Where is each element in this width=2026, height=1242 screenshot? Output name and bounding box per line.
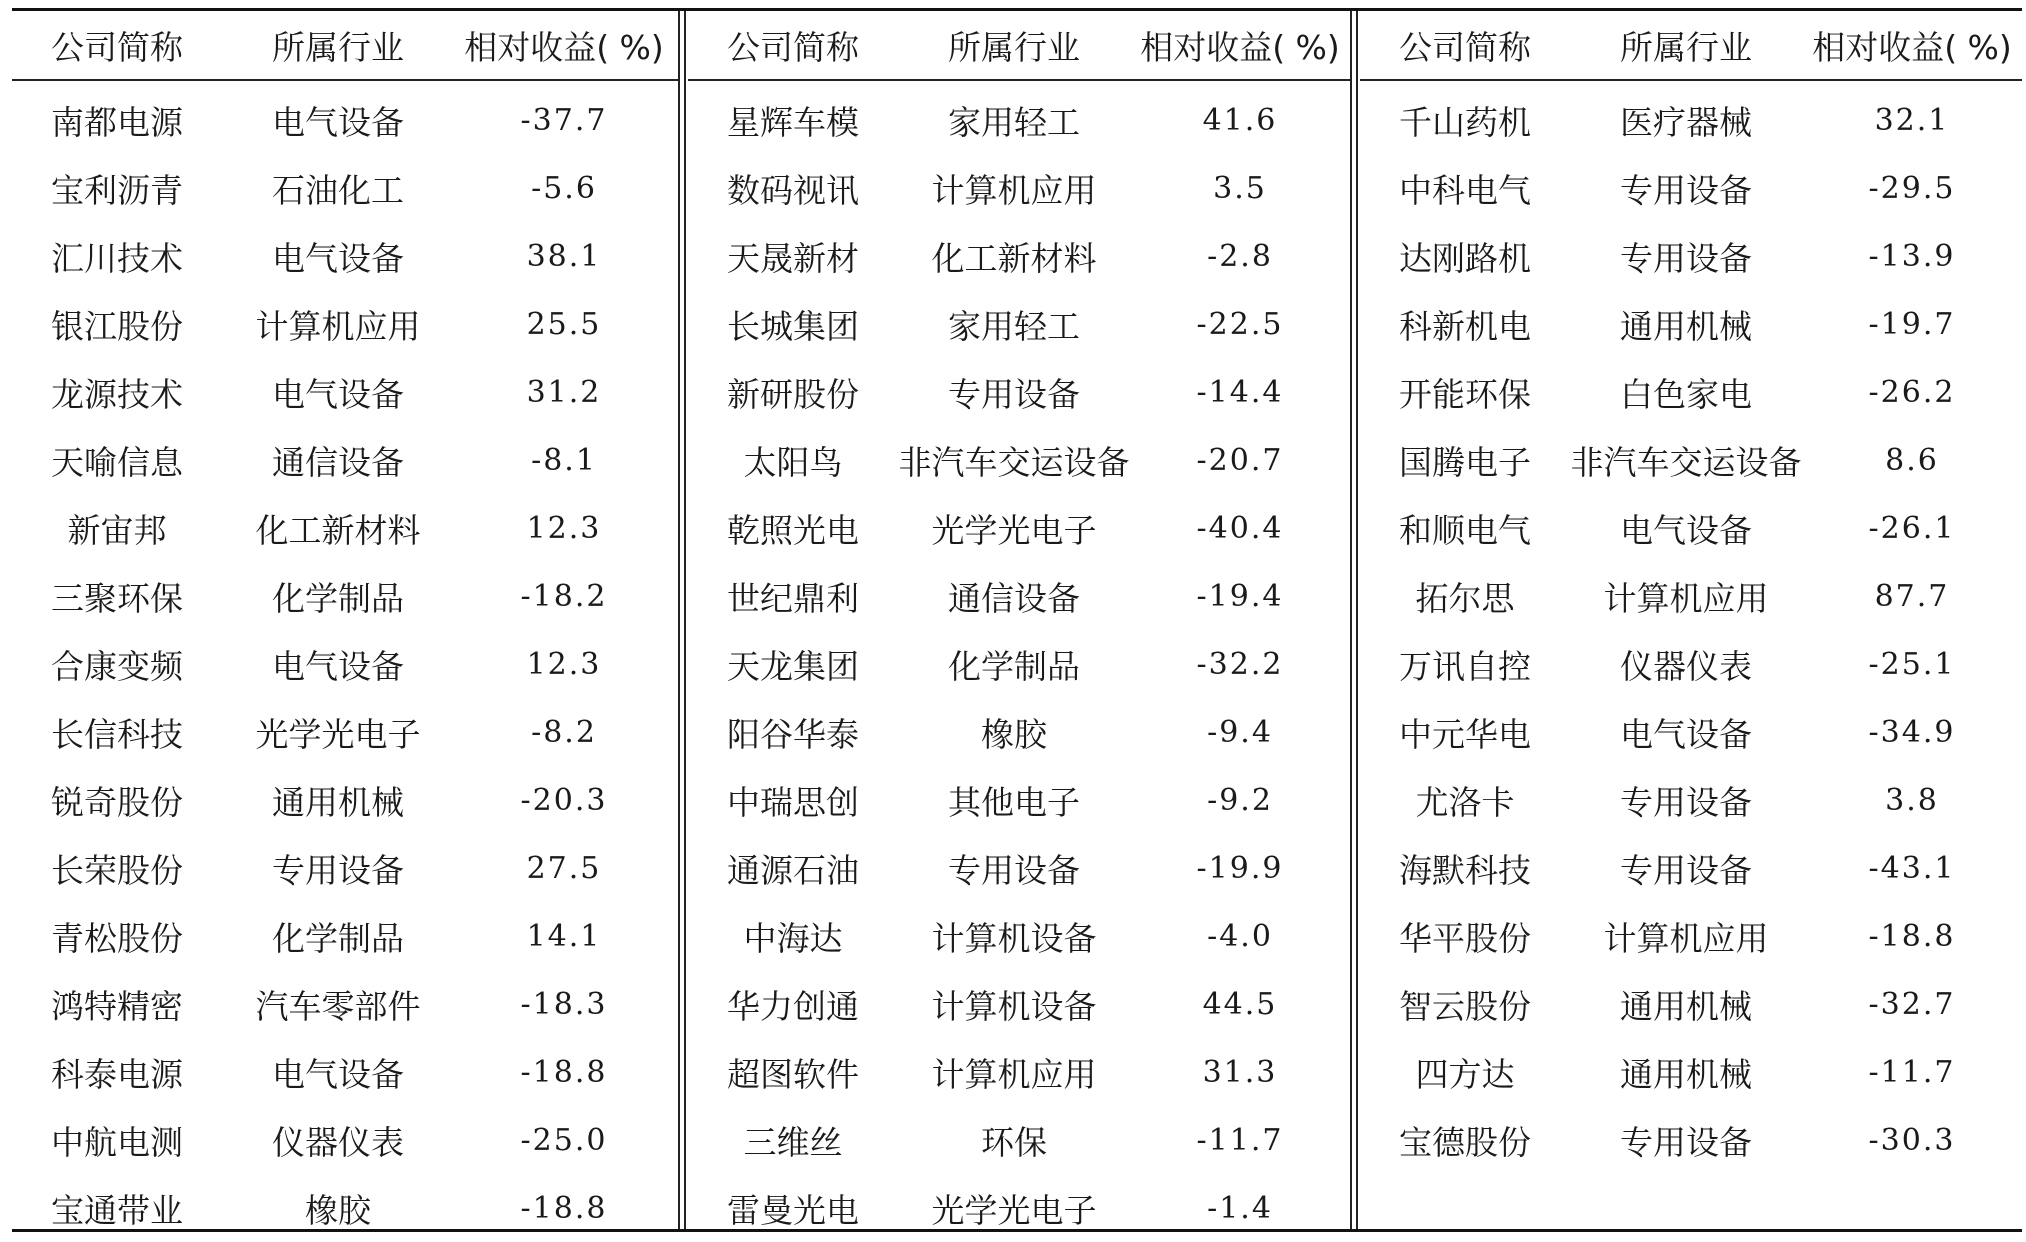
table-panel-3 bbox=[1360, 11, 2022, 1229]
table-row bbox=[12, 154, 678, 222]
panel-rows bbox=[12, 86, 678, 1242]
company-cell: 华力创通 bbox=[727, 986, 859, 1026]
table-row bbox=[12, 630, 678, 698]
company-cell: 国腾电子 bbox=[1399, 442, 1531, 482]
return-cell: 41.6 bbox=[1202, 102, 1278, 138]
return-cell: 44.5 bbox=[1202, 986, 1278, 1022]
company-cell: 长信科技 bbox=[51, 714, 183, 754]
table-row bbox=[1360, 630, 2022, 698]
return-cell: 31.2 bbox=[526, 374, 602, 410]
company-cell: 海默科技 bbox=[1399, 850, 1531, 890]
industry-cell: 汽车零部件 bbox=[255, 986, 421, 1026]
company-cell: 中海达 bbox=[743, 918, 843, 958]
company-cell: 宝德股份 bbox=[1399, 1122, 1531, 1162]
return-cell: -26.2 bbox=[1868, 374, 1956, 410]
return-cell: 3.8 bbox=[1885, 782, 1939, 818]
header-industry: 所属行业 bbox=[1620, 27, 1752, 67]
industry-cell: 计算机应用 bbox=[1603, 578, 1769, 618]
table-row bbox=[12, 86, 678, 154]
table-row bbox=[12, 358, 678, 426]
company-cell: 超图软件 bbox=[727, 1054, 859, 1094]
return-cell: 31.3 bbox=[1202, 1054, 1278, 1090]
industry-cell: 专用设备 bbox=[1620, 1122, 1752, 1162]
table-row bbox=[1360, 902, 2022, 970]
return-cell: -9.2 bbox=[1207, 782, 1273, 818]
return-cell: -13.9 bbox=[1868, 238, 1956, 274]
return-cell: -4.0 bbox=[1207, 918, 1273, 954]
industry-cell: 化工新材料 bbox=[255, 510, 421, 550]
table-row bbox=[688, 426, 1350, 494]
return-cell: -20.7 bbox=[1196, 442, 1284, 478]
industry-cell: 白色家电 bbox=[1620, 374, 1752, 414]
return-cell: -18.8 bbox=[520, 1190, 608, 1226]
table-row bbox=[12, 290, 678, 358]
return-cell: -9.4 bbox=[1207, 714, 1273, 750]
return-cell: -18.3 bbox=[520, 986, 608, 1022]
industry-cell: 化学制品 bbox=[272, 918, 404, 958]
header-return: 相对收益( %) bbox=[464, 27, 664, 67]
company-cell: 科新机电 bbox=[1399, 306, 1531, 346]
table-row bbox=[1360, 834, 2022, 902]
industry-cell: 计算机应用 bbox=[255, 306, 421, 346]
table-row bbox=[12, 1106, 678, 1174]
header-company: 公司简称 bbox=[51, 27, 183, 67]
industry-cell: 电气设备 bbox=[1620, 510, 1752, 550]
header-industry: 所属行业 bbox=[272, 27, 404, 67]
panel-rows bbox=[688, 86, 1350, 1242]
table-row bbox=[688, 1174, 1350, 1242]
table-panel-2 bbox=[688, 11, 1350, 1229]
industry-cell: 医疗器械 bbox=[1620, 102, 1752, 142]
table-row bbox=[688, 494, 1350, 562]
company-cell: 中科电气 bbox=[1399, 170, 1531, 210]
industry-cell: 计算机设备 bbox=[931, 918, 1097, 958]
company-cell: 尤洛卡 bbox=[1415, 782, 1515, 822]
table-row bbox=[1360, 698, 2022, 766]
company-cell: 天喻信息 bbox=[51, 442, 183, 482]
table-row bbox=[12, 562, 678, 630]
table-row bbox=[12, 1174, 678, 1242]
double-divider bbox=[1350, 11, 1358, 1229]
industry-cell: 橡胶 bbox=[981, 714, 1047, 754]
company-cell: 中瑞思创 bbox=[727, 782, 859, 822]
industry-cell: 化学制品 bbox=[948, 646, 1080, 686]
company-cell: 鸿特精密 bbox=[51, 986, 183, 1026]
company-cell: 中元华电 bbox=[1399, 714, 1531, 754]
company-cell: 通源石油 bbox=[727, 850, 859, 890]
header-row bbox=[12, 11, 678, 81]
header-return: 相对收益( %) bbox=[1140, 27, 1340, 67]
company-cell: 华平股份 bbox=[1399, 918, 1531, 958]
table-row bbox=[688, 834, 1350, 902]
return-cell: -11.7 bbox=[1196, 1122, 1284, 1158]
industry-cell: 家用轻工 bbox=[948, 102, 1080, 142]
company-cell: 万讯自控 bbox=[1399, 646, 1531, 686]
industry-cell: 专用设备 bbox=[1620, 170, 1752, 210]
return-cell: -29.5 bbox=[1868, 170, 1956, 206]
table-row bbox=[688, 562, 1350, 630]
company-cell: 汇川技术 bbox=[51, 238, 183, 278]
table-row bbox=[12, 698, 678, 766]
industry-cell: 环保 bbox=[981, 1122, 1047, 1162]
company-cell: 雷曼光电 bbox=[727, 1190, 859, 1230]
industry-cell: 计算机应用 bbox=[931, 1054, 1097, 1094]
table-panel-1 bbox=[12, 11, 678, 1229]
industry-cell: 专用设备 bbox=[1620, 850, 1752, 890]
return-cell: -32.7 bbox=[1868, 986, 1956, 1022]
table-row bbox=[688, 222, 1350, 290]
company-cell: 数码视讯 bbox=[727, 170, 859, 210]
industry-cell: 化学制品 bbox=[272, 578, 404, 618]
industry-cell: 光学光电子 bbox=[931, 1190, 1097, 1230]
return-cell: -19.4 bbox=[1196, 578, 1284, 614]
table-row bbox=[688, 86, 1350, 154]
industry-cell: 通用机械 bbox=[1620, 986, 1752, 1026]
industry-cell: 计算机设备 bbox=[931, 986, 1097, 1026]
company-cell: 新研股份 bbox=[727, 374, 859, 414]
panel-rows bbox=[1360, 86, 2022, 1174]
company-cell: 四方达 bbox=[1415, 1054, 1515, 1094]
company-cell: 天龙集团 bbox=[727, 646, 859, 686]
industry-cell: 专用设备 bbox=[948, 850, 1080, 890]
header-row bbox=[688, 11, 1350, 81]
industry-cell: 通信设备 bbox=[948, 578, 1080, 618]
company-cell: 银江股份 bbox=[51, 306, 183, 346]
company-cell: 世纪鼎利 bbox=[727, 578, 859, 618]
industry-cell: 其他电子 bbox=[948, 782, 1080, 822]
industry-cell: 仪器仪表 bbox=[272, 1122, 404, 1162]
industry-cell: 通用机械 bbox=[1620, 1054, 1752, 1094]
return-cell: -2.8 bbox=[1207, 238, 1273, 274]
industry-cell: 专用设备 bbox=[1620, 238, 1752, 278]
company-cell: 合康变频 bbox=[51, 646, 183, 686]
return-cell: -37.7 bbox=[520, 102, 608, 138]
return-cell: 12.3 bbox=[526, 646, 602, 682]
industry-cell: 电气设备 bbox=[272, 1054, 404, 1094]
relative-return-table bbox=[12, 8, 2022, 1232]
table-row bbox=[688, 1106, 1350, 1174]
company-cell: 龙源技术 bbox=[51, 374, 183, 414]
company-cell: 锐奇股份 bbox=[51, 782, 183, 822]
company-cell: 乾照光电 bbox=[727, 510, 859, 550]
company-cell: 宝通带业 bbox=[51, 1190, 183, 1230]
return-cell: -18.8 bbox=[1868, 918, 1956, 954]
company-cell: 宝利沥青 bbox=[51, 170, 183, 210]
table-row bbox=[12, 834, 678, 902]
return-cell: -14.4 bbox=[1196, 374, 1284, 410]
table-row bbox=[688, 154, 1350, 222]
table-row bbox=[1360, 494, 2022, 562]
header-return: 相对收益( %) bbox=[1812, 27, 2012, 67]
return-cell: -40.4 bbox=[1196, 510, 1284, 546]
table-row bbox=[688, 290, 1350, 358]
return-cell: -34.9 bbox=[1868, 714, 1956, 750]
table-row bbox=[1360, 154, 2022, 222]
industry-cell: 电气设备 bbox=[272, 102, 404, 142]
industry-cell: 电气设备 bbox=[272, 238, 404, 278]
industry-cell: 电气设备 bbox=[272, 646, 404, 686]
return-cell: -30.3 bbox=[1868, 1122, 1956, 1158]
return-cell: -25.0 bbox=[520, 1122, 608, 1158]
table-row bbox=[688, 698, 1350, 766]
return-cell: -18.8 bbox=[520, 1054, 608, 1090]
company-cell: 星辉车模 bbox=[727, 102, 859, 142]
company-cell: 科泰电源 bbox=[51, 1054, 183, 1094]
double-divider bbox=[678, 11, 686, 1229]
industry-cell: 化工新材料 bbox=[931, 238, 1097, 278]
industry-cell: 通用机械 bbox=[1620, 306, 1752, 346]
table-row bbox=[688, 970, 1350, 1038]
company-cell: 中航电测 bbox=[51, 1122, 183, 1162]
company-cell: 和顺电气 bbox=[1399, 510, 1531, 550]
industry-cell: 计算机应用 bbox=[931, 170, 1097, 210]
return-cell: -8.2 bbox=[531, 714, 597, 750]
header-company: 公司简称 bbox=[727, 27, 859, 67]
industry-cell: 光学光电子 bbox=[931, 510, 1097, 550]
industry-cell: 家用轻工 bbox=[948, 306, 1080, 346]
return-cell: 38.1 bbox=[526, 238, 602, 274]
industry-cell: 光学光电子 bbox=[255, 714, 421, 754]
table-row bbox=[12, 766, 678, 834]
table-row bbox=[688, 902, 1350, 970]
company-cell: 三维丝 bbox=[743, 1122, 843, 1162]
industry-cell: 石油化工 bbox=[272, 170, 404, 210]
table-row bbox=[12, 222, 678, 290]
industry-cell: 专用设备 bbox=[948, 374, 1080, 414]
table-row bbox=[1360, 86, 2022, 154]
table-row bbox=[1360, 358, 2022, 426]
return-cell: -22.5 bbox=[1196, 306, 1284, 342]
return-cell: 12.3 bbox=[526, 510, 602, 546]
return-cell: -25.1 bbox=[1868, 646, 1956, 682]
return-cell: -20.3 bbox=[520, 782, 608, 818]
industry-cell: 电气设备 bbox=[272, 374, 404, 414]
industry-cell: 橡胶 bbox=[305, 1190, 371, 1230]
table-row bbox=[12, 970, 678, 1038]
return-cell: 87.7 bbox=[1874, 578, 1950, 614]
company-cell: 千山药机 bbox=[1399, 102, 1531, 142]
return-cell: -19.7 bbox=[1868, 306, 1956, 342]
table-row bbox=[1360, 290, 2022, 358]
return-cell: -11.7 bbox=[1868, 1054, 1956, 1090]
table-row bbox=[1360, 562, 2022, 630]
company-cell: 天晟新材 bbox=[727, 238, 859, 278]
industry-cell: 通信设备 bbox=[272, 442, 404, 482]
company-cell: 达刚路机 bbox=[1399, 238, 1531, 278]
table-row bbox=[688, 1038, 1350, 1106]
table-row bbox=[1360, 222, 2022, 290]
table-row bbox=[12, 494, 678, 562]
table-row bbox=[1360, 1106, 2022, 1174]
return-cell: -32.2 bbox=[1196, 646, 1284, 682]
return-cell: -18.2 bbox=[520, 578, 608, 614]
return-cell: -5.6 bbox=[531, 170, 597, 206]
table-row bbox=[12, 902, 678, 970]
company-cell: 青松股份 bbox=[51, 918, 183, 958]
return-cell: 25.5 bbox=[526, 306, 602, 342]
industry-cell: 非汽车交运设备 bbox=[1570, 442, 1802, 482]
return-cell: 8.6 bbox=[1885, 442, 1939, 478]
industry-cell: 计算机应用 bbox=[1603, 918, 1769, 958]
company-cell: 新宙邦 bbox=[67, 510, 167, 550]
company-cell: 太阳鸟 bbox=[743, 442, 843, 482]
industry-cell: 通用机械 bbox=[272, 782, 404, 822]
company-cell: 拓尔思 bbox=[1415, 578, 1515, 618]
header-row bbox=[1360, 11, 2022, 81]
table-row bbox=[688, 630, 1350, 698]
return-cell: 14.1 bbox=[526, 918, 602, 954]
return-cell: -43.1 bbox=[1868, 850, 1956, 886]
header-company: 公司简称 bbox=[1399, 27, 1531, 67]
industry-cell: 电气设备 bbox=[1620, 714, 1752, 754]
table-row bbox=[1360, 766, 2022, 834]
industry-cell: 非汽车交运设备 bbox=[898, 442, 1130, 482]
table-row bbox=[1360, 970, 2022, 1038]
industry-cell: 仪器仪表 bbox=[1620, 646, 1752, 686]
table-row bbox=[1360, 426, 2022, 494]
return-cell: 32.1 bbox=[1874, 102, 1950, 138]
return-cell: 27.5 bbox=[526, 850, 602, 886]
return-cell: -8.1 bbox=[531, 442, 597, 478]
industry-cell: 专用设备 bbox=[272, 850, 404, 890]
return-cell: 3.5 bbox=[1213, 170, 1267, 206]
company-cell: 三聚环保 bbox=[51, 578, 183, 618]
return-cell: -1.4 bbox=[1207, 1190, 1273, 1226]
return-cell: -26.1 bbox=[1868, 510, 1956, 546]
table-row bbox=[12, 426, 678, 494]
company-cell: 南都电源 bbox=[51, 102, 183, 142]
company-cell: 长城集团 bbox=[727, 306, 859, 346]
company-cell: 智云股份 bbox=[1399, 986, 1531, 1026]
return-cell: -19.9 bbox=[1196, 850, 1284, 886]
company-cell: 阳谷华泰 bbox=[727, 714, 859, 754]
table-row bbox=[12, 1038, 678, 1106]
table-row bbox=[688, 766, 1350, 834]
table-row bbox=[1360, 1038, 2022, 1106]
company-cell: 开能环保 bbox=[1399, 374, 1531, 414]
table-row bbox=[688, 358, 1350, 426]
company-cell: 长荣股份 bbox=[51, 850, 183, 890]
header-industry: 所属行业 bbox=[948, 27, 1080, 67]
industry-cell: 专用设备 bbox=[1620, 782, 1752, 822]
